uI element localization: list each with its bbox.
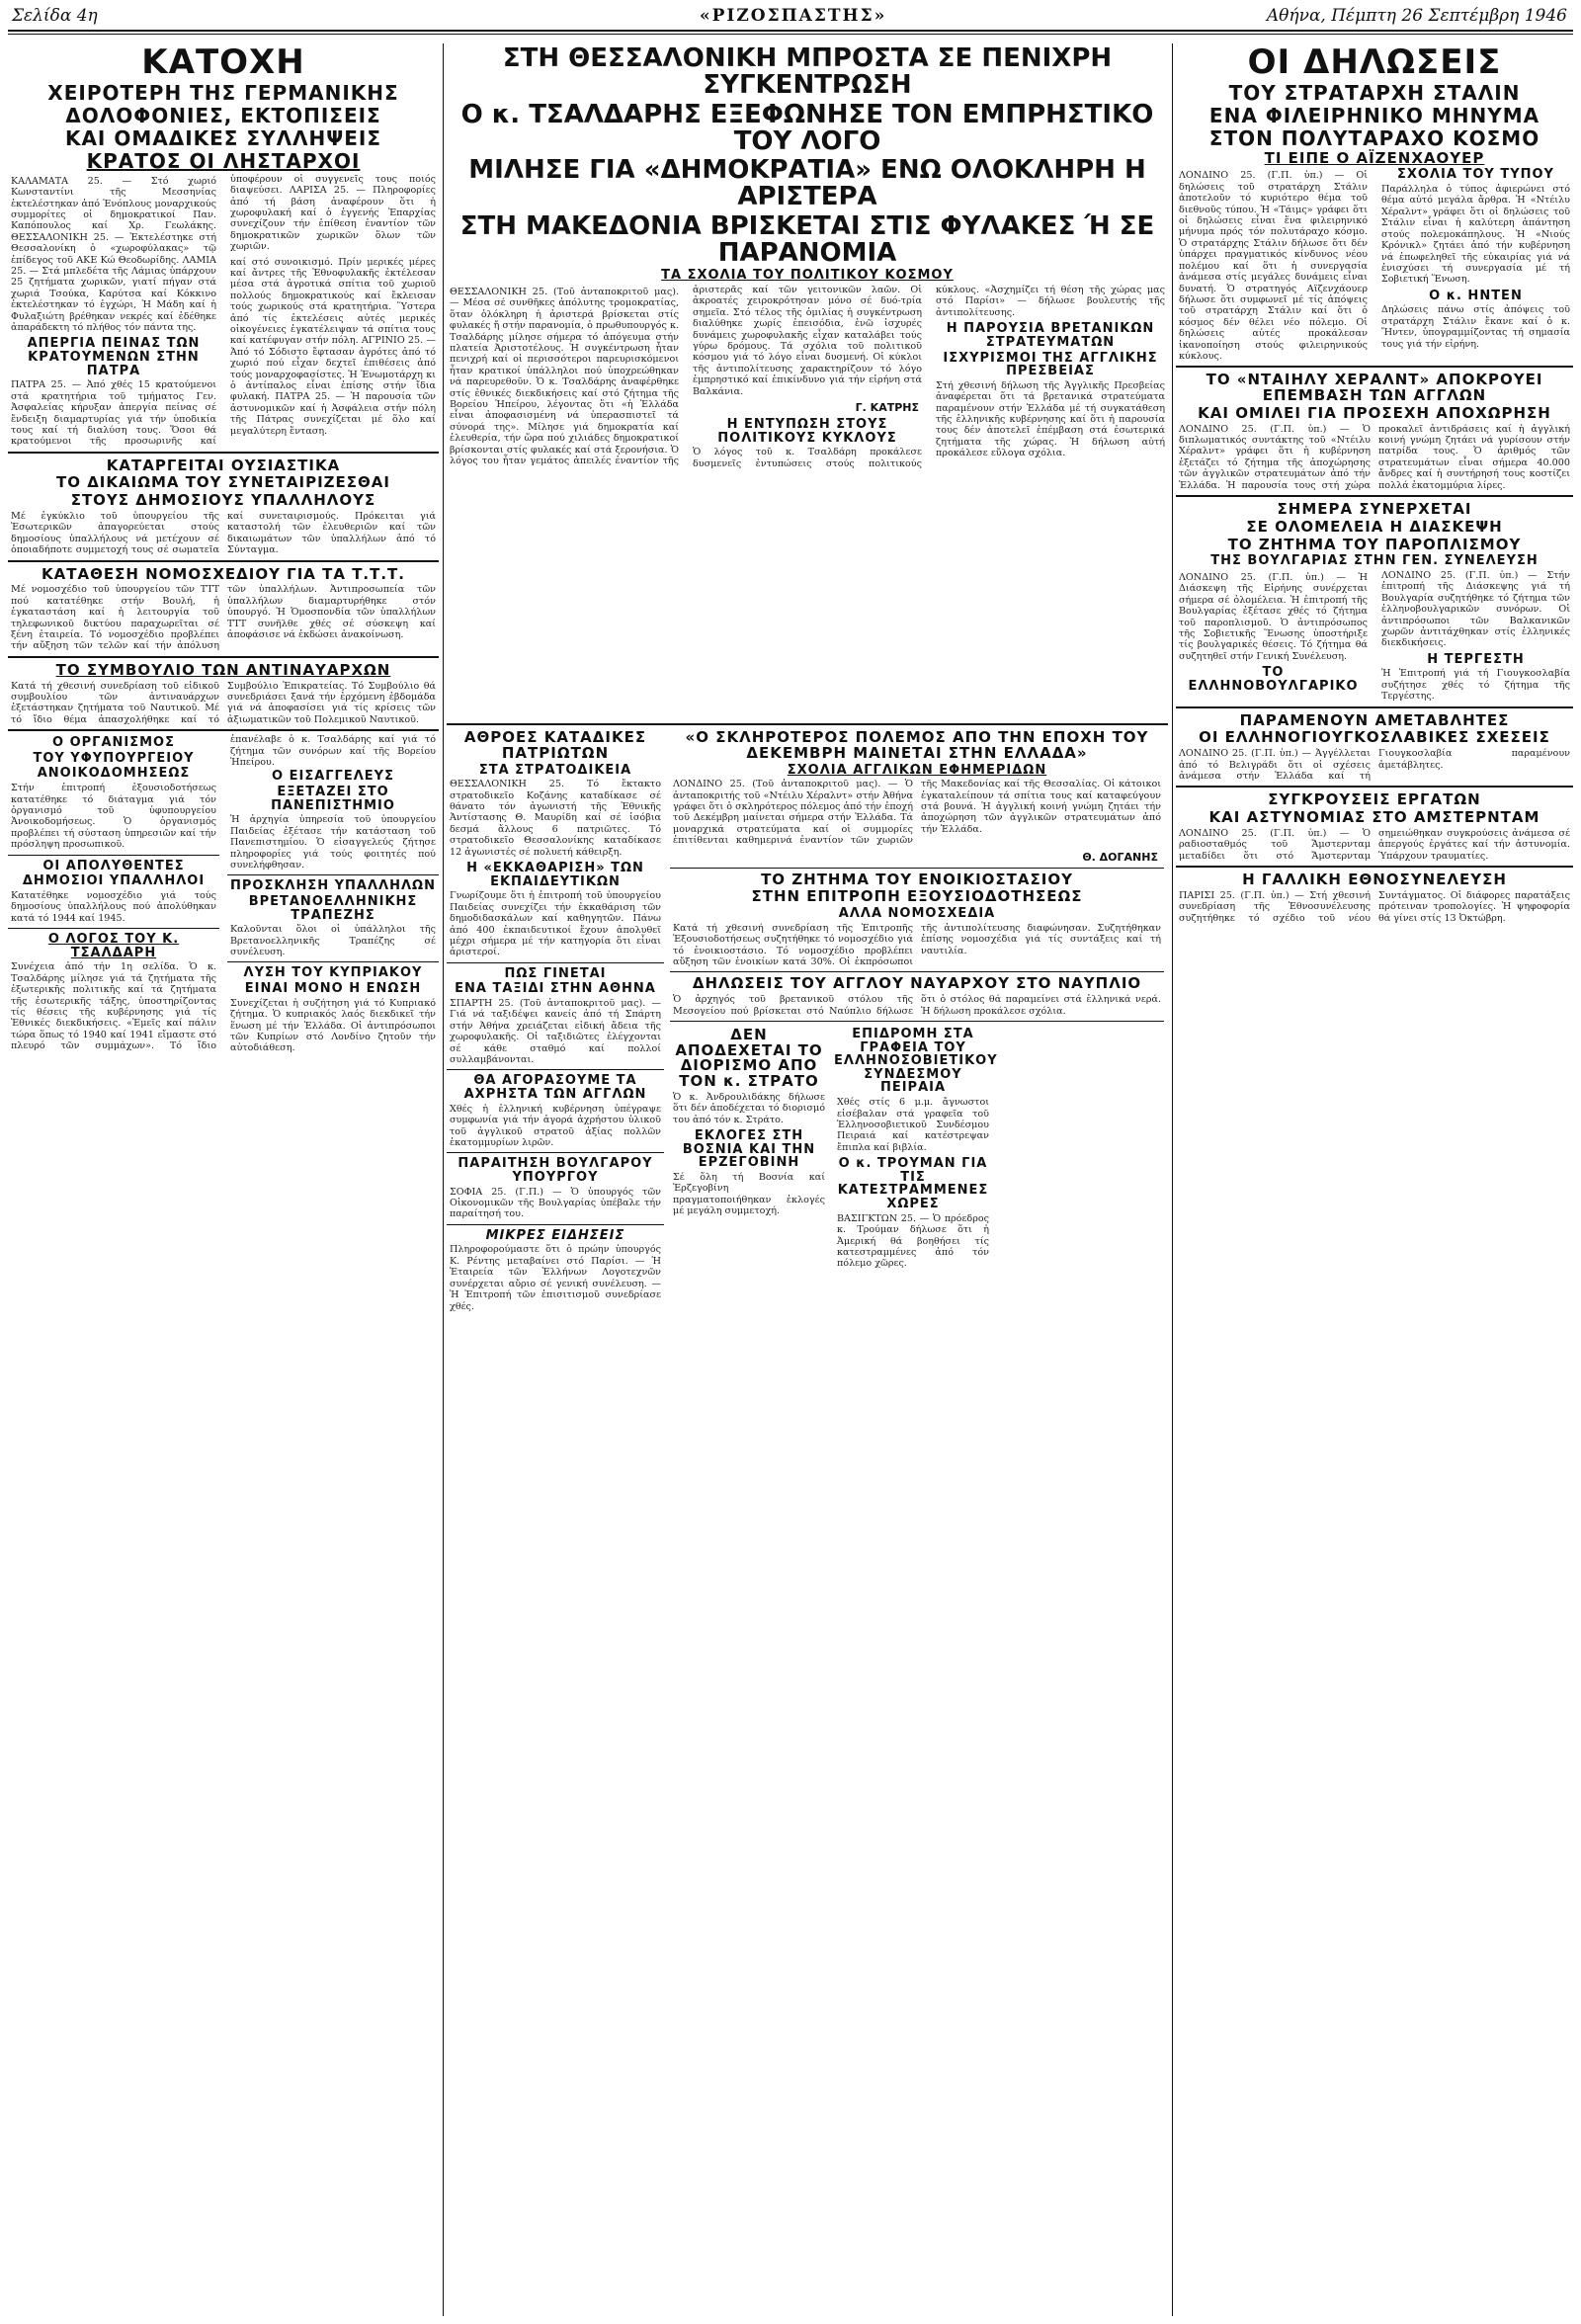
article-text: Χθές ἡ ἑλληνική κυβέρνηση ὑπέγραψε συμφωνία γιά τήν ἀγορά ἀχρήστου ὑλικοῦ τοῦ ἀγγλικοῦ στρατοῦ ἀξίας πολλῶν ἑκατομμυρίων λιρῶν. bbox=[450, 1103, 661, 1148]
article-text: καί στό συνοικισμό. Πρίν μερικές μέρες καί ἄντρες τῆς Ἐθνοφυλακῆς ἐκτέλεσαν μέσα στά ἀγροτικά σπίτια τοῦ χωριοῦ πολλούς δημοκρατικούς καί ἔκλεισαν τούς χωρικούς στά κρατητήρια. Ὕστερα ἀπό τίς ἐκτελέσεις αὐτές μερικές οἰκογένειες ἐγκατέλειψαν τά σπίτια τους καί κατέφυγαν στήν πόλη. ΑΓΡΙΝΙΟ 25. — Ἀπό τό Σόδιστο ἔφτασαν ἀγρότες ἀπό τό χωριό πού εἶχαν δεχτεῖ ἐπιθέσεις ἀπό τούς μοναρχοφασίστες. Ἡ Ἐνωμοτάρχη κι ὁ ἀντίπαλος εἶναι ἐπίσης στήν ἴδια φυλακή. ΠΑΤΡΑ 25. — Ἡ παρουσία τῶν ἀστυνομικῶν καί ἡ Ἀσφάλεια στήν πόλη τῆς Πάτρας συνεχίζεται μέ ὅλο καί μεγαλύτερη ἔνταση. bbox=[230, 256, 436, 437]
article-text: ΛΟΝΔΙΝΟ 25. (Τοῦ ἀνταποκριτοῦ μας). — Ὁ ἀνταποκριτής τοῦ «Ντέιλυ Χέραλντ» στήν Ἀθήνα γράφει ὅτι ὁ σκληρότερος πόλεμος ἀπό τήν ἐποχή τοῦ Δεκέμβρη μαίνεται σήμερα στήν Ἑλλάδα. Τά μοναρχικά στρατεύματα καί οἱ συμμορίες ἐπιτίθενται καθημερινά ἐναντίον τῶν χωριῶν τῆς Μακεδονίας καί τῆς Θεσσαλίας. Οἱ κάτοικοι ἐγκαταλείπουν τά σπίτια τους καί καταφεύγουν στά βουνά. Ἡ ἀγγλική κοινή γνώμη ζητάει τήν ἀποχώρηση τῶν ἀγγλικῶν στρατευμάτων ἀπό τήν Ἑλλάδα. bbox=[673, 779, 1161, 847]
article-text: Πληροφορούμαστε ὅτι ὁ πρώην ὑπουργός Κ. Ρέντης μεταβαίνει στό Παρίσι. — Ἡ Ἑταιρεία τῶν Ἑλλήνων Λογοτεχνῶν συνέρχεται αὔριο σέ γενική συνέλευση. — Ἡ Ἐπιτροπή τῶν ἐπισιτισμοῦ συνεδρίασε χθές. bbox=[450, 1244, 661, 1312]
article-text: Μέ ἐγκύκλιο τοῦ ὑπουργείου τῆς Ἐσωτερικῶν ἀπαγορεύεται στούς δημοσίους ὑπαλλήλους νά μετέχουν σέ ὁποιαδήποτε συμμετοχή τους σέ σωματεῖα καί συνεταιρισμούς. Πρόκειται γιά καταστολή τῶν ἐλευθεριῶν καί τῶν δικαιωμάτων τῶν ὑπαλλήλων ἀπό τό Σύνταγμα. bbox=[11, 510, 436, 556]
article-text: Ὁ κ. Ἀνδρουλιδάκης δήλωσε ὅτι δέν ἀποδέχεται τό διορισμό του ἀπό τόν κ. Στράτο. bbox=[673, 1091, 825, 1125]
headline: Ο κ. ΤΡΟΥΜΑΝ ΓΙΑ ΤΙΣ ΚΑΤΕΣΤΡΑΜΜΕΝΕΣ ΧΩΡΕΣ bbox=[837, 1156, 989, 1212]
headline: ΣΥΓΚΡΟΥΣΕΙΣ ΕΡΓΑΤΩΝ bbox=[1268, 790, 1481, 809]
headline: ΕΚΛΟΓΕΣ ΣΤΗ ΒΟΣΝΙΑ ΚΑΙ ΤΗΝ ΕΡΖΕΓΟΒΙΝΗ bbox=[682, 1128, 816, 1171]
headline: ΛΥΣΗ ΤΟΥ ΚΥΠΡΙΑΚΟΥ bbox=[243, 965, 423, 981]
article-text: ΛΟΝΔΙΝΟ 25. (Γ.Π. ὑπ.) — Ὁ ραδιοσταθμός τοῦ Ἄμστερνταμ μεταδίδει ὅτι στό Ἄμστερνταμ σημειώθηκαν συγκρούσεις ἀνάμεσα σέ ἀπεργούς ἐργάτες καί τήν ἀστυνομία. Ὑπάρχουν τραυματίες. bbox=[1179, 827, 1570, 862]
column-rule bbox=[1172, 43, 1173, 2316]
headline: ΧΕΙΡΟΤΕΡΗ ΤΗΣ ΓΕΡΜΑΝΙΚΗΣ bbox=[47, 80, 399, 105]
headline: ΜΙΚΡΕΣ ΕΙΔΗΣΕΙΣ bbox=[485, 1227, 625, 1243]
headline: ΕΝΑ ΦΙΛΕΙΡΗΝΙΚΟ ΜΗΝΥΜΑ bbox=[1208, 103, 1540, 127]
headline: ΟΙ ΕΛΛΗΝΟΓΙΟΥΓΚΟΣΛΑΒΙΚΕΣ ΣΧΕΣΕΙΣ bbox=[1199, 728, 1550, 747]
headline: ΣΤΗ ΜΑΚΕΔΟΝΙΑ ΒΡΙΣΚΕΤΑΙ ΣΤΙΣ ΦΥΛΑΚΕΣ Ή ΣΕ ΠΑΡΑΝΟΜΙΑ bbox=[459, 210, 1155, 269]
article-text: ΘΕΣΣΑΛΟΝΙΚΗ 25. (Τοῦ ἀνταποκριτοῦ μας). — Μέσα σέ συνθῆκες ἀπόλυτης τρομοκρατίας, ὅταν ὁλόκληρη ἡ ἀριστερά βρίσκεται στίς φυλακές ἤ στήν παρανομία, ὁ πρωθυπουργός κ. Τσαλδάρης μίλησε σήμερα τό ἀπόγευμα στήν πλατεία Ἀριστοτέλους. Ἡ συγκέντρωση ἦταν πενιχρή καί οἱ περισσότεροι παρευρισκόμενοι ἦταν κρατικοί ὑπάλληλοι πού ὑποχρεώθηκαν νά παρευρεθοῦν. Ὁ κ. Τσαλδάρης ἀναφέρθηκε στίς ἐθνικές διεκδικήσεις καί στό ζήτημα τῆς Βορείου Ἠπείρου, λέγοντας ὅτι «ἡ Ἑλλάδα εἶναι ἀποφασισμένη νά ὑπερασπιστεῖ τά σύνορά της». Μίλησε γιά δημοκρατία καί ἐλευθερία, τήν ὥρα πού χιλιάδες δημοκρατικοί βρίσκονται στίς φυλακές καί στά ξερονήσια. Ὁ λόγος του ἦταν γεμάτος ἀπειλές ἐναντίον τῆς ἀριστερᾶς καί τῶν γειτονικῶν λαῶν. Οἱ ἀκροατές χειροκρότησαν μόνο σέ δυό-τρία σημεῖα. Στό τέλος τῆς ὁμιλίας ἡ συγκέντρωση διαλύθηκε χωρίς ἐπεισόδια, ἐνῶ ἰσχυρές δυνάμεις χωροφυλακῆς εἶχαν καταλάβει τούς γύρω δρόμους. Τά σχόλια τοῦ πολιτικοῦ κόσμου γιά τό λόγο εἶναι δυσμενή. Οἱ κύκλοι τῆς ἀντιπολίτευσης χαρακτηρίζουν τό λόγο ἐμπρηστικό καί ἐπικίνδυνο γιά τήν εἰρήνη στά Βαλκάνια. bbox=[450, 285, 922, 467]
headline: ΤΟΥ ΣΤΡΑΤΑΡΧΗ ΣΤΑΛΙΝ bbox=[1228, 80, 1521, 105]
article-text: ΒΑΣΙΓΚΤΩΝ 25. — Ὁ πρόεδρος κ. Τρούμαν δήλωσε ὅτι ἡ Ἀμερική θά βοηθήσει τίς κατεστραμμένες ἀπό τόν πόλεμο χῶρες. bbox=[837, 1212, 989, 1270]
headline: ΠΑΡΑΙΤΗΣΗ ΒΟΥΛΓΑΡΟΥ ΥΠΟΥΡΓΟΥ bbox=[458, 1156, 653, 1185]
headline: ΚΑΙ ΟΜΑΔΙΚΕΣ ΣΥΛΛΗΨΕΙΣ bbox=[64, 125, 382, 150]
article-text: ΛΟΝΔΙΝΟ 25. (Γ.Π. ὑπ.) — Ἡ Διάσκεψη τῆς Εἰρήνης συνέρχεται σήμερα σέ ὁλομέλεια. Ἡ ἐπιτροπή τῆς Βουλγαρίας ἐξέτασε χθές τό ζήτημα τοῦ παροπλισμοῦ. Ὁ ἀντιπρόσωπος τῆς Σοβιετικῆς Ἕνωσης ὑποστήριξε τίς βουλγαρικές θέσεις. Τό ζήτημα θά συζητηθεῖ στήν Γενική Συνέλευση. bbox=[1179, 571, 1368, 662]
headline: ΕΠΙΔΡΟΜΗ ΣΤΑ ΓΡΑΦΕΙΑ ΤΟΥ ΕΛΛΗΝΟΣΟΒΙΕΤΙΚΟΥ ΣΥΝΔΕΣΜΟΥ ΠΕΙΡΑΙΑ bbox=[834, 1026, 998, 1096]
subheadline: ΑΠΕΡΓΙΑ ΠΕΙΝΑΣ ΤΩΝ ΚΡΑΤΟΥΜΕΝΩΝ ΣΤΗΝ ΠΑΤΡΑ bbox=[27, 336, 201, 378]
byline: Γ. ΚΑΤΡΗΣ bbox=[855, 401, 919, 415]
subheadline: Η «ΕΚΚΑΘΑΡΙΣΗ» ΤΩΝ ΕΚΠΑΙΔΕΥΤΙΚΩΝ bbox=[466, 861, 644, 889]
headline: ΚΑΤΑΡΓΕΙΤΑΙ ΟΥΣΙΑΣΤΙΚΑ bbox=[106, 456, 341, 474]
center-column bbox=[447, 43, 1168, 2316]
headline: ΣΤΟΥΣ ΔΗΜΟΣΙΟΥΣ ΥΠΑΛΛΗΛΟΥΣ bbox=[70, 491, 376, 510]
article-text: Στή χθεσινή δήλωση τῆς Ἀγγλικῆς Πρεσβείας ἀναφέρεται ὅτι τά βρετανικά στρατεύματα παραμένουν στήν Ἑλλάδα μέ τή συγκατάθεση τῆς ἑλληνικῆς κυβέρνησης καί ὅτι ἡ παρουσία τους δέν ἀποτελεῖ ἐπέμβαση στά ἐσωτερικά ζητήματα τῆς χώρας. Ἡ δήλωση αὐτή προκάλεσε εὔλογα σχόλια. bbox=[936, 379, 1165, 459]
headline: Ο ΟΡΓΑΝΙΣΜΟΣ bbox=[52, 735, 175, 751]
subheadline: ΣΧΟΛΙΑ ΤΟΥ ΤΥΠΟΥ bbox=[1397, 167, 1554, 183]
headline: ΣΕ ΟΛΟΜΕΛΕΙΑ Η ΔΙΑΣΚΕΨΗ bbox=[1246, 517, 1503, 536]
headline: ΤΟ ΖΗΤΗΜΑ ΤΟΥ ΠΑΡΟΠΛΙΣΜΟΥ bbox=[1227, 535, 1522, 553]
headline: ΤΗΣ ΒΟΥΛΓΑΡΙΑΣ ΣΤΗΝ ΓΕΝ. ΣΥΝΕΛΕΥΣΗ bbox=[1210, 553, 1539, 569]
article-text: Ἡ Ἐπιτροπή γιά τή Γιουγκοσλαβία συζήτησε χθές τό ζήτημα τῆς Τεργέστης. bbox=[1381, 668, 1570, 703]
article-text: Παράλληλα ὁ τύπος ἀφιερώνει στό θέμα αὐτό μεγάλα ἄρθρα. Ἡ «Ντέιλυ Χέραλντ» γράφει ὅτι οἱ δηλώσεις τοῦ Στάλιν εἶναι ἡ καλύτερη ἀπάντηση στούς πολεμοκάπηλους. Ἡ «Νιούς Κρόνικλ» ζητάει ἀπό τήν κυβέρνηση νά ἐπωφεληθεῖ τῆς εὐκαιρίας γιά νά ἐνισχύσει τή συνεργασία μέ τή Σοβιετική Ἕνωση. bbox=[1381, 184, 1570, 286]
headline: ΤΟ «ΝΤΑΙΗΛΥ ΧΕΡΑΛΝΤ» ΑΠΟΚΡΟΥΕΙ ΕΠΕΜΒΑΣΗ ΤΩΝ ΑΓΓΛΩΝ bbox=[1206, 371, 1543, 405]
headline: ΔΟΛΟΦΟΝΙΕΣ, ΕΚΤΟΠΙΣΕΙΣ bbox=[65, 103, 381, 127]
headline: ΕΙΝΑΙ ΜΟΝΟ Η ΕΝΩΣΗ bbox=[244, 981, 422, 997]
article-text: Κατατέθηκε νομοσχέδιο γιά τούς δημοσίους ὑπαλλήλους πού ἀπολύθηκαν κατά τό 1944 καί 1945. bbox=[11, 889, 216, 924]
headline: ΕΝΑ ΤΑΞΙΔΙ ΣΤΗΝ ΑΘΗΝΑ bbox=[455, 981, 656, 997]
subheadline: ΑΛΛΑ ΝΟΜΟΣΧΕΔΙΑ bbox=[838, 906, 996, 922]
article-text: ΣΠΑΡΤΗ 25. (Τοῦ ἀνταποκριτοῦ μας). — Γιά νά ταξιδέψει κανείς ἀπό τή Σπάρτη στήν Ἀθήνα χρειάζεται εἰδική ἄδεια τῆς χωροφυλακῆς. Οἱ ταξιδιῶτες ἐλέγχονται σέ κάθε σταθμό καί πολλοί συλλαμβάνονται. bbox=[450, 998, 661, 1066]
issue-date: Αθήνα, Πέμπτη 26 Σεπτέμβρη 1946 bbox=[1266, 6, 1567, 26]
subheadline: Η ΕΝΤΥΠΩΣΗ ΣΤΟΥΣ ΠΟΛΙΤΙΚΟΥΣ ΚΥΚΛΟΥΣ bbox=[717, 417, 897, 446]
subheadline: ΣΧΟΛΙΑ ΑΓΓΛΙΚΩΝ ΕΦΗΜΕΡΙΔΩΝ bbox=[787, 762, 1047, 778]
headline: «Ο ΣΚΛΗΡΟΤΕΡΟΣ ΠΟΛΕΜΟΣ ΑΠΟ ΤΗΝ ΕΠΟΧΗ ΤΟΥ ΔΕΚΕΜΒΡΗ ΜΑΙΝΕΤΑΙ ΣΤΗΝ ΕΛΛΑΔΑ» bbox=[685, 728, 1149, 762]
headline: ΚΡΑΤΟΣ ΟΙ ΛΗΣΤΑΡΧΟΙ bbox=[86, 148, 361, 173]
subheadline: Η ΠΑΡΟΥΣΙΑ ΒΡΕΤΑΝΙΚΩΝ ΣΤΡΑΤΕΥΜΑΤΩΝ bbox=[946, 321, 1155, 350]
headline: ΔΗΜΟΣΙΟΙ ΥΠΑΛΛΗΛΟΙ bbox=[22, 873, 206, 889]
article-text: Ὁ ἀρχηγός τοῦ βρετανικοῦ στόλου τῆς Μεσογείου πού βρίσκεται στό Ναύπλιο δήλωσε ὅτι ὁ στόλος θά παραμείνει στά ἑλληνικά νερά. Ἡ δήλωση προκάλεσε σχόλια. bbox=[673, 994, 1161, 1017]
headline: Η ΓΑΛΛΙΚΗ ΕΘΝΟΣΥΝΕΛΕΥΣΗ bbox=[1242, 871, 1507, 889]
headline: ΤΟ ΖΗΤΗΜΑ ΤΟΥ ΕΝΟΙΚΙΟΣΤΑΣΙΟΥ bbox=[761, 870, 1073, 888]
article-text: ΛΟΝΔΙΝΟ 25. (Γ.Π. ὑπ.) — Στήν ἐπιτροπή τῆς Διάσκεψης γιά τή Βουλγαρία συζητήθηκε τό ζήτημα τῶν ἑλληνοβουλγαρικῶν συνόρων. Οἱ ἀντιπρόσωποι τῶν Βαλκανικῶν χωρῶν ἀντιτάχθηκαν στίς ἑλληνικές διεκδικήσεις. bbox=[1381, 569, 1570, 649]
article-text: Σέ ὅλη τή Βοσνία καί Ἐρζεγοβίνη πραγματοποιήθηκαν ἐκλογές μέ μεγάλη συμμετοχή. bbox=[673, 1172, 825, 1217]
article-text: Συνεχίζεται ἡ συζήτηση γιά τό Κυπριακό ζήτημα. Ὁ κυπριακός λαός διεκδικεῖ τήν ἕνωση μέ τήν Ἑλλάδα. Οἱ ἀντιπρόσωποι τῶν Κυπρίων στό Λονδίνο ζητοῦν τήν αὐτοδιάθεση. bbox=[230, 997, 436, 1054]
headline: ΜΙΛΗΣΕ ΓΙΑ «ΔΗΜΟΚΡΑΤΙΑ» ΕΝΩ ΟΛΟΚΛΗΡΗ Η ΑΡΙΣΤΕΡΑ bbox=[468, 155, 1146, 212]
right-column bbox=[1176, 43, 1573, 2316]
article-text: ΛΟΝΔΙΝΟ 25. (Γ.Π. ὑπ.) — Ὁ διπλωματικός συντάκτης τοῦ «Ντέιλυ Χέραλντ» γράφει ὅτι ἡ κυβέρνηση ἐξετάζει τό ζήτημα τῆς ἀποχώρησης τῶν ἀγγλικῶν στρατευμάτων ἀπό τήν Ἑλλάδα. Ἡ παρουσία τους στή χώρα προκαλεῖ ἀντιδράσεις καί ἡ ἀγγλική κοινή γνώμη ζητάει νά γυρίσουν στήν πατρίδα τους. Ὁ ἀριθμός τῶν στρατευμάτων εἶναι σήμερα 40.000 ἄνδρες καί ἡ συντήρησή τους κοστίζει πολλά ἑκατομμύρια λίρες. bbox=[1179, 423, 1570, 491]
masthead bbox=[8, 4, 1573, 26]
subheadline: Η ΤΕΡΓΕΣΤΗ bbox=[1427, 651, 1525, 667]
left-column bbox=[8, 43, 439, 2316]
headline: ΚΑΙ ΑΣΤΥΝΟΜΙΑΣ ΣΤΟ ΑΜΣΤΕΡΝΤΑΜ bbox=[1208, 808, 1540, 827]
article-text: Ἡ ἀρχηγία ὑπηρεσία τοῦ ὑπουργείου Παιδείας ἐξέτασε τήν κατάσταση τοῦ Πανεπιστημίου. Ὁ εἰσαγγελεύς ζήτησε πληροφορίες γιά τούς φοιτητές πού συνελήφθησαν. bbox=[230, 814, 436, 871]
headline: ΟΙ ΑΠΟΛΥΘΕΝΤΕΣ bbox=[42, 858, 185, 873]
top-rule bbox=[8, 30, 1573, 32]
headline: ΣΤΗ ΘΕΣΣΑΛΟΝΙΚΗ ΜΠΡΟΣΤΑ ΣΕ ΠΕΝΙΧΡΗ ΣΥΓΚΕΝΤΡΩΣΗ bbox=[502, 43, 1113, 101]
headline: ΚΑΤΑΘΕΣΗ ΝΟΜΟΣΧΕΔΙΟΥ ΓΙΑ ΤΑ Τ.Τ.Τ. bbox=[42, 564, 405, 583]
headline: ΘΑ ΑΓΟΡΑΣΟΥΜΕ ΤΑ ΑΧΡΗΣΤΑ ΤΩΝ ΑΓΓΛΩΝ bbox=[463, 1073, 647, 1103]
headline: ΠΩΣ ΓΙΝΕΤΑΙ bbox=[504, 965, 607, 981]
headline: ΔΗΛΩΣΕΙΣ ΤΟΥ ΑΓΓΛΟΥ ΝΑΥΑΡΧΟΥ ΣΤΟ ΝΑΥΠΛΙΟ bbox=[692, 974, 1142, 993]
headline: ΑΝΟΙΚΟΔΟΜΗΣΕΩΣ bbox=[37, 766, 191, 782]
headline: ΣΗΜΕΡΑ ΣΥΝΕΡΧΕΤΑΙ bbox=[1277, 500, 1472, 519]
subheadline: ΤΑ ΣΧΟΛΙΑ ΤΟΥ ΠΟΛΙΤΙΚΟΥ ΚΟΣΜΟΥ bbox=[661, 268, 954, 284]
headline: ΣΤΗΝ ΕΠΙΤΡΟΠΗ ΕΞΟΥΣΙΟΔΟΤΗΣΕΩΣ bbox=[751, 887, 1083, 906]
headline: ΚΑΤΟΧΗ bbox=[141, 43, 305, 82]
headline: ΠΑΡΑΜΕΝΟΥΝ ΑΜΕΤΑΒΛΗΤΕΣ bbox=[1239, 710, 1510, 729]
article-text: Χθές στίς 6 μ.μ. ἄγνωστοι εἰσέβαλαν στά γραφεῖα τοῦ Ἑλληνοσοβιετικοῦ Συνδέσμου Πειραιά καί κατέστρεψαν ἔπιπλα καί βιβλία. bbox=[837, 1097, 989, 1153]
page-number: Σελίδα 4η bbox=[12, 6, 98, 26]
headline: ΔΕΝ ΑΠΟΔΕΧΕΤΑΙ ΤΟ ΔΙΟΡΙΣΜΟ ΑΠΟ ΤΟΝ κ. ΣΤΡΑΤΟ bbox=[675, 1025, 823, 1091]
headline: ΠΡΟΣΚΛΗΣΗ ΥΠΑΛΛΗΛΩΝ bbox=[230, 878, 436, 894]
article-text: ΘΕΣΣΑΛΟΝΙΚΗ 25. Τό ἔκτακτο στρατοδικεῖο Κοζάνης καταδίκασε σέ θάνατο τόν ἀγωνιστή τῆς Ἐθνικῆς Ἀντίστασης Θ. Μαυρίδη καί σέ ἰσόβια δεσμά ἄλλους 6 πατριῶτες. Τό στρατοδικεῖο Θεσσαλονίκης καταδίκασε 12 ἀγωνιστές σέ πολυετή κάθειρξη. bbox=[450, 779, 661, 858]
article-text: ΠΑΤΡΑ 25. — Ἀπό χθές 15 κρατούμενοι στά κρατητήρια τοῦ τμήματος Γεν. Ἀσφαλείας κήρυξαν ἀπεργία πείνας σέ ἔνδειξη διαμαρτυρίας γιά τήν ὑποδικία τους καί τή διαλύση τους. Ὅσοι θά κρατούμενοι τῆς προσωρινῆς καί ὑποφέρουν οἱ συγγενεῖς τους ποιός διαψεύσει. ΛΑΡΙΣΑ 25. — Πληροφορίες ἀπό τή βάση ἀναφέρουν ὅτι ἡ χωροφυλακή καί ὁ ἐγγενής Ἐπαρχίας συνεχίζουν τήν ἐπίθεση ἐναντίον τῶν δημοκρατικῶν χωρικῶν ὅλων τῶν χωριῶν. bbox=[11, 173, 436, 448]
headline: ΚΑΙ ΟΜΙΛΕΙ ΓΙΑ ΠΡΟΣΕΧΗ ΑΠΟΧΩΡΗΣΗ bbox=[1198, 403, 1551, 422]
headline: ΒΡΕΤΑΝΟΕΛΛΗΝΙΚΗΣ ΤΡΑΠΕΖΗΣ bbox=[248, 893, 418, 923]
subheadline: Ο κ. ΗΝΤΕΝ bbox=[1429, 288, 1523, 303]
headline: ΑΘΡΟΕΣ ΚΑΤΑΔΙΚΕΣ ΠΑΤΡΙΩΤΩΝ bbox=[463, 728, 647, 762]
headline: ΤΟ ΣΥΜΒΟΥΛΙΟ ΤΩΝ ΑΝΤΙΝΑΥΑΡΧΩΝ bbox=[55, 660, 391, 679]
article-text: ΚΑΛΑΜΑΤΑ 25. — Στό χωριό Κωνσταντίνι τῆς Μεσσηνίας ἐκτελέστηκαν ἀπό Ἐνόπλους μοναρχικούς συμμορίτες οἱ δημοκρατικοί Παν. Καπόπουλος καί Χρ. Γεωλάκης. ΘΕΣΣΑΛΟΝΙΚΗ 25. — Ἐκτελέστηκε στή Θεσσαλονίκη ὁ «χωροφύλακας» τῷ ἐπίδεγος τοῦ ΑΚΕ Κώ Θεοδωρίδης. ΛΑΜΙΑ 25. — Στά μπλεδέτα τῆς Λάμιας ὑπάρχουν 25 ζητήματα χωρικῶν, γιατί πήγαν στά χωριά Τσούκα, Καρύτσα καί Κόκκινο ἐκτελέστηκαν τό ἐγχώρι, Ἡ Μάδη καί ἡ Φυλαξιώτη βρέθηκαν νεκρές καί ἐδέθηκε ἀπαράδεκτη τό πλήθος τόν πάντα της. bbox=[11, 175, 216, 333]
article-text: Συνέχεια ἀπό τήν 1η σελίδα. Ὁ κ. Τσαλδάρης μίλησε γιά τά ζητήματα τῆς ἐξωτερικῆς πολιτικῆς καί τά ζητήματα τῆς ἐσωτερικῆς τάξης, ὑποστηρίζοντας τίς θέσεις τῆς κυβέρνησης γιά τίς Ἐθνικές διεκδικήσεις. «Ἐμεῖς καί πάλιν τώρα ὅπως τό 1940 καί 1941 εἴμαστε στό πλευρό τῶν συμμάχων». Τό ἴδιο ἐπανέλαβε ὁ κ. Τσαλδάρης καί γιά τό ζήτημα τῶν συνόρων καί τῆς Βορείου Ἠπείρου. bbox=[11, 734, 436, 1052]
article-text: ΠΑΡΙΣΙ 25. (Γ.Π. ὑπ.) — Στή χθεσινή συνεδρίαση τῆς Ἐθνοσυνέλευσης συζητήθηκε τό σχέδιο τοῦ νέου Συντάγματος. Οἱ διάφορες παρατάξεις πρότειναν τροπολογίες. Ἡ ψηφοφορία θά γίνει στίς 13 Ὀκτώβρη. bbox=[1179, 889, 1570, 924]
headline: Ο ΕΙΣΑΓΓΕΛΕΥΣ bbox=[272, 769, 394, 785]
article-text: Γνωρίζουμε ὅτι ἡ ἐπιτροπή τοῦ ὑπουργείου Παιδείας συνεχίζει τήν ἐκκαθάριση τῶν δημοδιδασκάλων καί καθηγητῶν. Πάνω ἀπό 400 ἐκπαιδευτικοί ἔχουν ἀπολυθεῖ μέχρι σήμερα μέ τήν κατηγορία ὅτι εἶναι ἀριστεροί. bbox=[450, 890, 661, 958]
headline: ΣΤΑ ΣΤΡΑΤΟΔΙΚΕΙΑ bbox=[478, 762, 632, 778]
headline: ΤΟΥ ΥΦΥΠΟΥΡΓΕΙΟΥ bbox=[33, 750, 195, 766]
headline: ΣΤΟΝ ΠΟΛΥΤΑΡΑΧΟ ΚΟΣΜΟ bbox=[1208, 125, 1540, 150]
article-text: Δηλώσεις πάνω στίς ἀπόψεις τοῦ στρατάρχη Στάλιν ἔκανε καί ὁ κ. Ἤντεν, ὑπογραμμίζοντας τή σημασία τους γιά τήν εἰρήνη. bbox=[1381, 304, 1570, 350]
top-rule-thin bbox=[8, 34, 1573, 35]
article-text: Ὁ λόγος τοῦ κ. Τσαλδάρη προκάλεσε δυσμενεῖς ἐντυπώσεις στούς πολιτικούς κύκλους. «Ἀσχημίζει τή θέση τῆς χώρας μας στό Παρίσι» — δήλωσε βουλευτής τῆς ἀντιπολίτευσης. bbox=[693, 285, 1165, 469]
column-rule bbox=[443, 43, 444, 2316]
subheadline: ΙΣΧΥΡΙΣΜΟΙ ΤΗΣ ΑΓΓΛΙΚΗΣ ΠΡΕΣΒΕΙΑΣ bbox=[943, 350, 1158, 379]
headline: ΤΟ ΔΙΚΑΙΩΜΑ ΤΟΥ ΣΥΝΕΤΑΙΡΙΖΕΣΘΑΙ bbox=[55, 473, 390, 492]
subheadline: ΤΟ ΕΛΛΗΝΟΒΟΥΛΓΑΡΙΚΟ bbox=[1188, 665, 1359, 694]
article-text: Μέ νομοσχέδιο τοῦ ὑπουργείου τῶν ΤΤΤ πού κατατέθηκε στήν Βουλή, ἡ ἐγκαταστάση καί ἡ λειτουργία τοῦ τηλεφωνικοῦ δικτύου παραχωρεῖται σέ ξένη ἑταιρεία. Τό νομοσχέδιο προβλέπει τήν αὔξηση τῶν τελῶν καί τήν ἀπόλυση τῶν ὑπαλλήλων. Ἀντιπροσωπεία τῶν ὑπαλλήλων διαμαρτυρήθηκε στόν ὑπουργό. Ἡ Ὁμοσπονδία τῶν ὑπαλλήλων ΤΤΤ συνῆλθε χθές σέ σύσκεψη καί ἀποφάσισε νά ἐκδώσει ἀνακοίνωση. bbox=[11, 584, 436, 652]
byline: Θ. ΔΟΓΑΝΗΣ bbox=[1082, 850, 1158, 864]
paper-name: «ΡΙΖΟΣΠΑΣΤΗΣ» bbox=[700, 6, 887, 26]
article-text: Κατά τή χθεσινή συνεδρίαση τῆς Ἐπιτροπῆς Ἐξουσιοδοτήσεως συζητήθηκε τό νομοσχέδιο γιά τό ἐνοικιοστάσιο. Τό νομοσχέδιο προβλέπει αὔξηση τῶν ἐνοικίων κατά 30%. Οἱ ἐκπρόσωποι τῆς ἀντιπολίτευσης διαφώνησαν. Συζητήθηκαν ἐπίσης νομοσχέδια γιά τίς συντάξεις καί τή ναυτιλία. bbox=[673, 922, 1161, 967]
subheadline: ΤΙ ΕΙΠΕ Ο ΑΪΖΕΝΧΑΟΥΕΡ bbox=[1264, 148, 1485, 167]
article-text: Στήν ἐπιτροπή ἐξουσιοδοτήσεως κατατέθηκε τό διάταγμα γιά τόν ὀργανισμό τοῦ ὑφυπουργείου Ἀνοικοδομήσεως. Ὁ ὀργανισμός προβλέπει τή σύσταση ὑπηρεσιῶν καί τήν πρόσληψη προσωπικοῦ. bbox=[11, 783, 216, 851]
headline: Ο κ. ΤΣΑΛΔΑΡΗΣ ΕΞΕΦΩΝΗΣΕ ΤΟΝ ΕΜΠΡΗΣΤΙΚΟ ΤΟΥ ΛΟΓΟ bbox=[460, 99, 1154, 156]
article-text: Κατά τή χθεσινή συνεδρίαση τοῦ εἰδικοῦ συμβουλίου τῶν ἀντιναυάρχων ἐξετάστηκαν ζητήματα τοῦ Ναυτικοῦ. Μέ τό ἴδιο θέμα ἀπασχολήθηκε καί τό Συμβούλιο Ἐπικρατείας. Τό Συμβούλιο θά συνεδριάσει ξανά τήν ἐρχόμενη ἑβδομάδα γιά νά ἀποφασίσει γιά τίς κρίσεις τῶν ἀξιωματικῶν τοῦ Πολεμικοῦ Ναυτικοῦ. bbox=[11, 680, 436, 725]
article-text: ΛΟΝΔΙΝΟ 25. (Γ.Π. ὑπ.) — Οἱ δηλώσεις τοῦ στρατάρχη Στάλιν ἀποτελοῦν τό κυριότερο θέμα τοῦ διεθνοῦς τύπου. Ἡ «Τάιμς» γράφει ὅτι οἱ δηλώσεις εἶναι ἕνα φιλειρηνικό μήνυμα πρός τόν πολυτάραχο κόσμο. Ὁ στρατάρχης Στάλιν δήλωσε ὅτι δέν ὑπάρχει πραγματικός κίνδυνος νέου πολέμου καί ὅτι ἡ συνεργασία ἀνάμεσα στίς μεγάλες δυνάμεις εἶναι δυνατή. Ὁ στρατηγός Αϊζενχάουερ δήλωσε ὅτι συμφωνεῖ μέ τίς ἀπόψεις τοῦ στρατάρχη Στάλιν καί ὅτι ὁ κόσμος δέν θέλει νέο πόλεμο. Οἱ δηλώσεις αὐτές προκάλεσαν ἱκανοποίηση στούς φιλειρηνικούς κύκλους. bbox=[1179, 170, 1368, 362]
article-text: ΛΟΝΔΙΝΟ 25. (Γ.Π. ὑπ.) — Ἀγγέλλεται ἀπό τό Βελιγράδι ὅτι οἱ σχέσεις ἀνάμεσα στήν Ἑλλάδα καί τή Γιουγκοσλαβία παραμένουν ἀμετάβλητες. bbox=[1179, 748, 1570, 782]
article-text: Καλοῦνται ὅλοι οἱ ὑπάλληλοι τῆς Βρετανοελληνικῆς Τραπέζης σέ συνέλευση. bbox=[230, 924, 436, 958]
headline: ΟΙ ΔΗΛΩΣΕΙΣ bbox=[1247, 43, 1502, 82]
article-text: ΣΟΦΙΑ 25. (Γ.Π.) — Ὁ ὑπουργός τῶν Οἰκονομικῶν τῆς Βουλγαρίας ὑπέβαλε τήν παραίτησή του. bbox=[450, 1186, 661, 1220]
headline: Ο ΛΟΓΟΣ ΤΟΥ Κ. ΤΣΑΛΔΑΡΗ bbox=[47, 932, 180, 960]
headline: ΕΞΕΤΑΖΕΙ ΣΤΟ ΠΑΝΕΠΙΣΤΗΜΙΟ bbox=[271, 785, 395, 813]
